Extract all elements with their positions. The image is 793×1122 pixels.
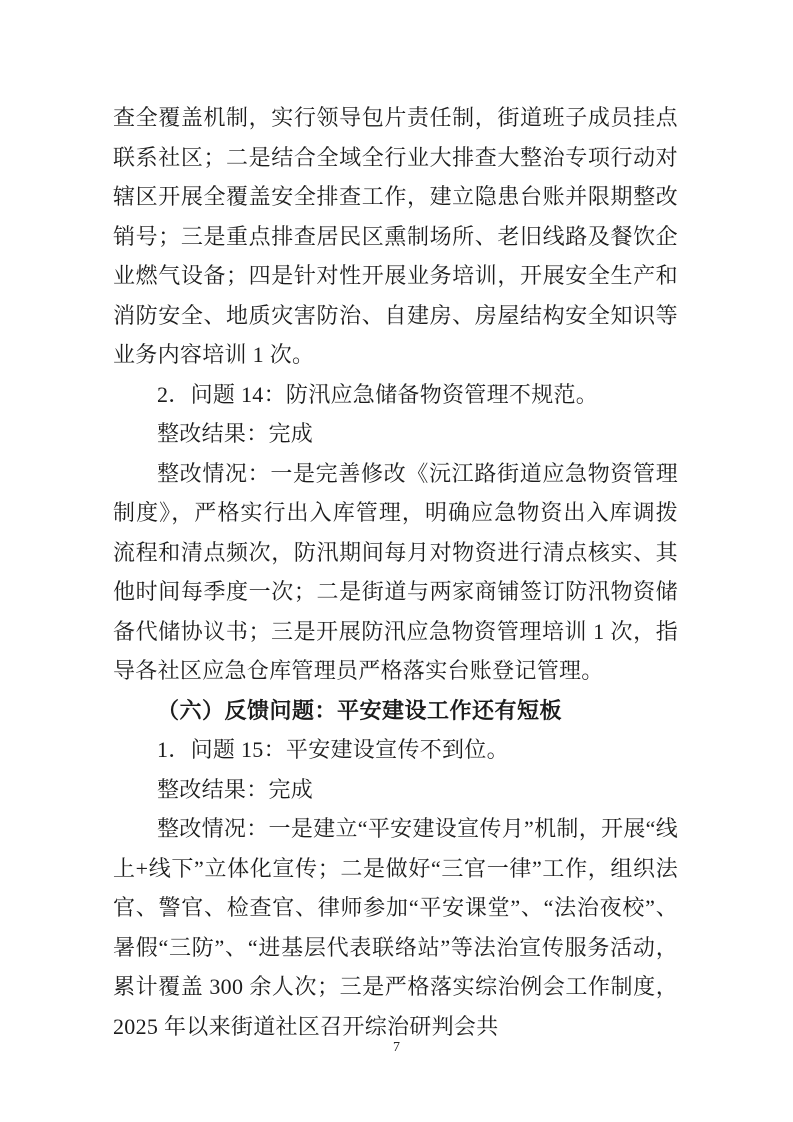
paragraph-continuation: 查全覆盖机制，实行领导包片责任制，街道班子成员挂点联系社区；二是结合全域全行业大排查大整治专项行动对辖区开展全覆盖安全排查工作，建立隐患台账并限期整改销号；三是重点排查居民区熏制场所、老旧线路及餐饮企业燃气设备；四是针对性开展业务培训，开展安全生产和消防安全、地质灾害防治、自建房、房屋结构安全知识等业务内容培训 1 次。 [113,105,678,367]
paragraph-problem-15-title: 1．问题 15：平安建设宣传不到位。 [157,737,509,762]
document-body [113,98,678,1046]
paragraph-problem-14-title: 2．问题 14：防汛应急储备物资管理不规范。 [157,381,599,407]
paragraph-problem-14-detail: 整改情况：一是完善修改《沅江路街道应急物资管理制度》，严格实行出入库管理，明确应急物资出入库调拨流程和清点频次，防汛期间每月对物资进行清点核实、其他时间每季度一次；二是街道与两家商铺签订防汛物资储备代储协议书；三是开展防汛应急物资管理培训 1 次，指导各社区应急仓库管理员严格落实台账登记管理。 [113,460,678,683]
section-heading-six: （六）反馈问题：平安建设工作还有短板 [157,697,563,723]
page-number: 7 [393,1040,400,1055]
paragraph-problem-15-detail: 整改情况：一是建立“平安建设宣传月”机制，开展“线上+线下”立体化宣传；二是做好“三官一律”工作，组织法官、警官、检查官、律师参加“平安课堂”、“法治夜校”、暑假“三防”、“进基层代表联络站”等法治宣传服务活动，累计覆盖 300 余人次；三是严格落实综治例会工作制度，2025 年以来街道社区召开综治研判会共 [113,816,678,1039]
page-footer [0,1038,793,1057]
paragraph-problem-15-result: 整改结果：完成 [157,776,314,802]
paragraph-problem-14-result: 整改结果：完成 [157,421,314,446]
